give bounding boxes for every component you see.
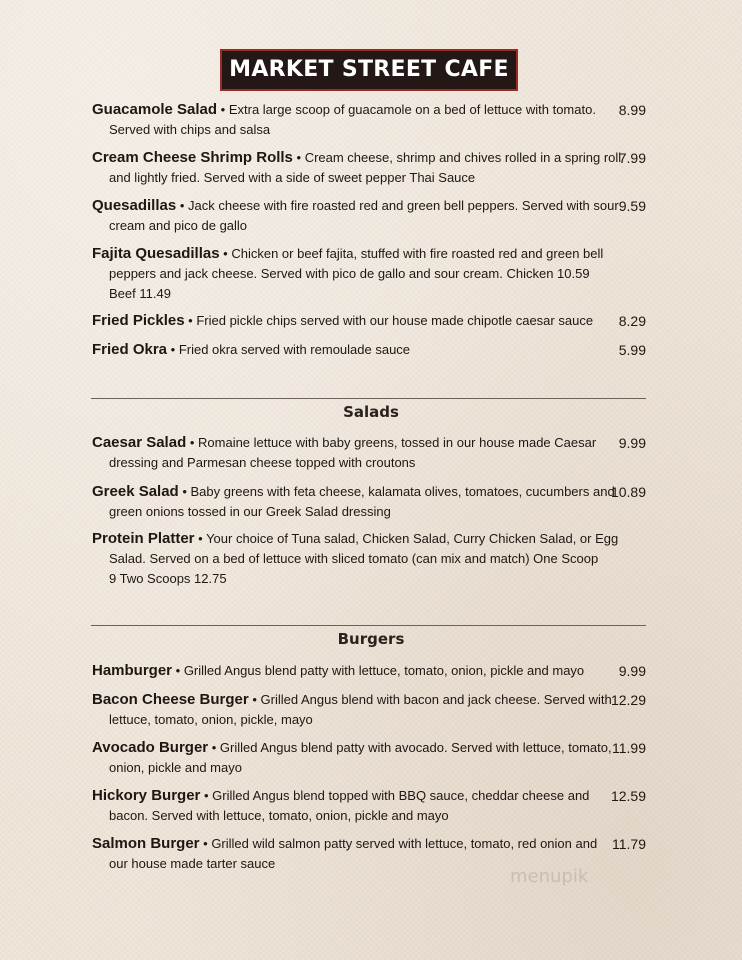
item-name: Quesadillas [92, 197, 177, 214]
watermark: menupik [510, 866, 589, 887]
menu-item: Guacamole Salad • Extra large scoop of guacamole on a bed of lettuce with tomato. Served with chips and salsa 8.99 [92, 100, 648, 140]
item-description-cont: Beef 11.49 [109, 286, 171, 301]
item-name: Fried Okra [92, 341, 168, 358]
menu-item: Quesadillas • Jack cheese with fire roasted red and green bell peppers. Served with sour cream and pico de gallo 9.59 [92, 196, 648, 236]
item-name: Greek Salad [92, 483, 179, 500]
menu-item: Avocado Burger • Grilled Angus blend patty with avocado. Served with lettuce, tomato, onion, pickle and mayo 11.99 [92, 738, 648, 778]
item-description: Fried pickle chips served with our house made chipotle caesar sauce [196, 313, 594, 328]
item-description: Extra large scoop of guacamole on a bed of lettuce with tomato. [228, 102, 596, 117]
item-price: 9.59 [618, 198, 646, 214]
item-name: Protein Platter [92, 530, 195, 547]
item-description: Fried okra served with remoulade sauce [178, 342, 411, 357]
item-name: Fried Pickles [92, 312, 185, 329]
menu-item: Bacon Cheese Burger • Grilled Angus blend with bacon and jack cheese. Served with lettuce, tomato, onion, pickle, mayo 12.29 [92, 690, 648, 730]
item-description: Baby greens with feta cheese, kalamata olives, tomatoes, cucumbers and [190, 484, 615, 499]
item-description: Grilled Angus blend with bacon and jack cheese. Served with [260, 692, 612, 707]
section-divider [91, 398, 646, 399]
item-name: Hamburger [92, 662, 173, 679]
item-description: Romaine lettuce with baby greens, tossed in our house made Caesar [198, 435, 597, 450]
item-price: 11.99 [612, 740, 646, 756]
menu-item: Fried Okra • Fried okra served with remoulade sauce 5.99 [92, 341, 646, 358]
item-price: 9.99 [618, 435, 646, 451]
item-price: 8.29 [618, 313, 646, 329]
item-price: 12.59 [610, 788, 646, 804]
item-description-cont: green onions tossed in our Greek Salad dressing [109, 504, 391, 519]
section-heading-burgers: Burgers [337, 630, 405, 648]
item-description-cont: Served with chips and salsa [109, 122, 271, 137]
menu-item: Protein Platter • Your choice of Tuna salad, Chicken Salad, Curry Chicken Salad, or Egg Salad. Served on a bed of lettuce with sliced tomato (can mix and match) One Scoop 9 Two Scoops 12.75 [92, 529, 648, 589]
item-price: 10.89 [610, 484, 646, 500]
item-name: Guacamole Salad [92, 101, 218, 118]
section-heading-salads: Salads [343, 403, 399, 421]
item-price: 12.29 [610, 692, 646, 708]
item-name: Bacon Cheese Burger [92, 691, 249, 708]
menu-item: Hamburger • Grilled Angus blend patty with lettuce, tomato, onion, pickle and mayo 9.99 [92, 662, 646, 679]
item-description: Grilled Angus blend topped with BBQ sauce, cheddar cheese and [212, 788, 590, 803]
item-description: Grilled Angus blend patty with avocado. Served with lettuce, tomato, [219, 740, 612, 755]
item-description: Grilled Angus blend patty with lettuce, tomato, onion, pickle and mayo [183, 663, 585, 678]
item-name: Cream Cheese Shrimp Rolls [92, 149, 293, 166]
menu-item: Cream Cheese Shrimp Rolls • Cream cheese, shrimp and chives rolled in a spring roll and lightly fried. Served with a side of sweet pepper Thai Sauce 7.99 [92, 148, 648, 188]
menu-item: Fajita Quesadillas • Chicken or beef fajita, stuffed with fire roasted red and green bell peppers and jack cheese. Served with pico de gallo and sour cream. Chicken 10.59 Beef 11.49 [92, 244, 648, 304]
item-description-cont: peppers and jack cheese. Served with pico de gallo and sour cream. Chicken 10.59 [109, 266, 590, 281]
item-name: Hickory Burger [92, 787, 201, 804]
item-price: 7.99 [618, 150, 646, 166]
menu-item: Salmon Burger • Grilled wild salmon patty served with lettuce, tomato, red onion and our house made tarter sauce 11.79 [92, 834, 648, 874]
item-description-cont: dressing and Parmesan cheese topped with croutons [109, 455, 416, 470]
menu-item: Greek Salad • Baby greens with feta cheese, kalamata olives, tomatoes, cucumbers and green onions tossed in our Greek Salad dressing 10.89 [92, 482, 648, 522]
item-description-cont: Salad. Served on a bed of lettuce with sliced tomato (can mix and match) One Scoop [109, 551, 599, 566]
item-price: 9.99 [618, 663, 646, 679]
item-price: 8.99 [618, 102, 646, 118]
item-description-cont: 9 Two Scoops 12.75 [109, 571, 227, 586]
item-description-cont: onion, pickle and mayo [109, 760, 242, 775]
item-price: 5.99 [618, 342, 646, 358]
item-name: Caesar Salad [92, 434, 187, 451]
item-name: Avocado Burger [92, 739, 209, 756]
item-price: 11.79 [612, 836, 646, 852]
item-name: Salmon Burger [92, 835, 200, 852]
item-description: Grilled wild salmon patty served with lettuce, tomato, red onion and [211, 836, 598, 851]
section-divider [91, 625, 646, 626]
item-description-cont: lettuce, tomato, onion, pickle, mayo [109, 712, 313, 727]
item-name: Fajita Quesadillas [92, 245, 220, 262]
menu-item: Hickory Burger • Grilled Angus blend topped with BBQ sauce, cheddar cheese and bacon. Served with lettuce, tomato, onion, pickle and mayo 12.59 [92, 786, 648, 826]
item-description: Jack cheese with fire roasted red and green bell peppers. Served with sour [188, 198, 619, 213]
menu-item: Fried Pickles • Fried pickle chips served with our house made chipotle caesar sauce 8.29 [92, 312, 646, 329]
item-description: Your choice of Tuna salad, Chicken Salad, Curry Chicken Salad, or Egg [206, 531, 619, 546]
item-description: Cream cheese, shrimp and chives rolled in a spring roll [304, 150, 622, 165]
item-description: Chicken or beef fajita, stuffed with fire roasted red and green bell [231, 246, 604, 261]
menu-item: Caesar Salad • Romaine lettuce with baby greens, tossed in our house made Caesar dressing and Parmesan cheese topped with croutons 9.99 [92, 433, 648, 473]
item-description-cont: bacon. Served with lettuce, tomato, onion, pickle and mayo [109, 808, 449, 823]
item-description-cont: and lightly fried. Served with a side of sweet pepper Thai Sauce [109, 170, 476, 185]
item-description-cont: cream and pico de gallo [109, 218, 248, 233]
item-description-cont: our house made tarter sauce [109, 856, 276, 871]
page-title: MARKET STREET CAFE [220, 49, 518, 91]
